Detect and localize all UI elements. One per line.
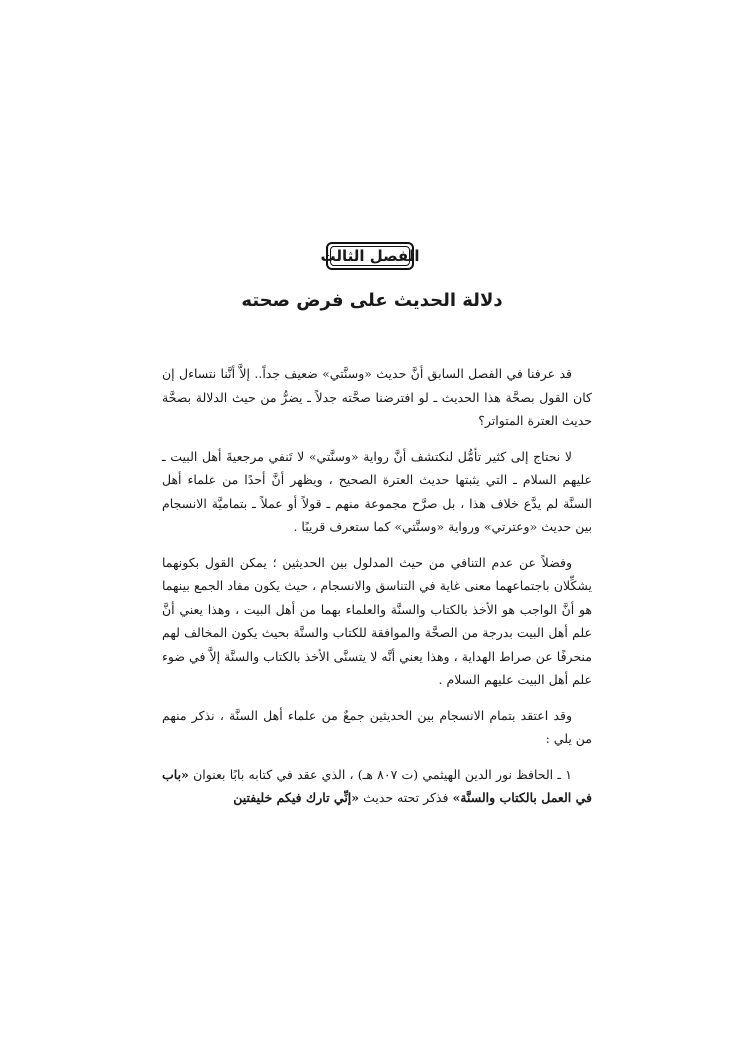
chapter-title: الفصل الثالث: [320, 247, 420, 265]
paragraph-4: وقد اعتقد بتمام الانسجام بين الحديثين جمعٌ من علماء أهل السنَّة ، نذكر منهم من يلي :: [162, 707, 592, 746]
paragraph-5-text-2: فذكر تحته حديث: [359, 790, 453, 805]
paragraph-2: لا نحتاج إلى كثير تأمُّل لنكتشف أنَّ رواية «وسنَّتي» لا تَنفي مرجعيةَ أهل البيت ـ عليهم السلام ـ التي يثبتها حديث العترة الصحيح ، ويظهر أنَّ أحدًا من علماء أهل السنَّة لم يدَّع خلاف هذا ، بل صرَّح مجموعة منهم ـ قولاً أو عملاً ـ بتماميَّة الانسجام بين حديث «وعترتي» ورواية «وسنَّتي» كما ستعرف قريبًا .: [162, 448, 592, 534]
body-text: [162, 362, 592, 822]
chapter-heading-box: [320, 242, 420, 270]
chapter-subtitle: دلالة الحديث على فرض صحته: [241, 290, 503, 311]
paragraph-5-bold-title: «باب في العمل بالكتاب والسنَّة»: [162, 766, 592, 805]
paragraph-3: وفضلاً عن عدم التنافي من حيث المدلول بين الحديثين ؛ يمكن القول بكونهما يشكِّلان باجتماعهما معنى غاية في التناسق والانسجام ، حيث يكون مفاد الجمع بينهما هو أنَّ الواجب هو الأخذ بالكتاب والسنَّة والعلماء بهما من أهل البيت ، وهذا يعني أنَّ علم أهل البيت بدرجة من الصحَّة والموافقة للكتاب والسنَّة بحيث يكون المخالف لهم منحرفًا عن صراط الهداية ، وهذا يعني أنَّه لا يتسنَّى الأخذ بالكتاب والسنَّة إلاَّ في ضوء علم أهل البيت عليهم السلام .: [162, 554, 592, 687]
paragraph-1: قد عرفنا في الفصل السابق أنَّ حديث «وسنَّتي» ضعيف جداً.. إلاَّ أنَّنا نتساءل إن كان القول بصحَّة هذا الحديث ـ لو افترضنا صحَّته جدلاً ـ يضرُّ من حيث الدلالة بصحَّة حديث العترة المتواتر؟: [162, 366, 592, 428]
paragraph-5-text: ١ ـ الحافظ نور الدين الهيثمي (ت ٨٠٧ هـ) ، الذي عقد في كتابه بابًا بعنوان: [188, 766, 572, 782]
paragraph-5: [162, 763, 592, 810]
paragraph-5-bold-quote: «إنِّي تارك فيكم خليفتين: [233, 790, 360, 805]
